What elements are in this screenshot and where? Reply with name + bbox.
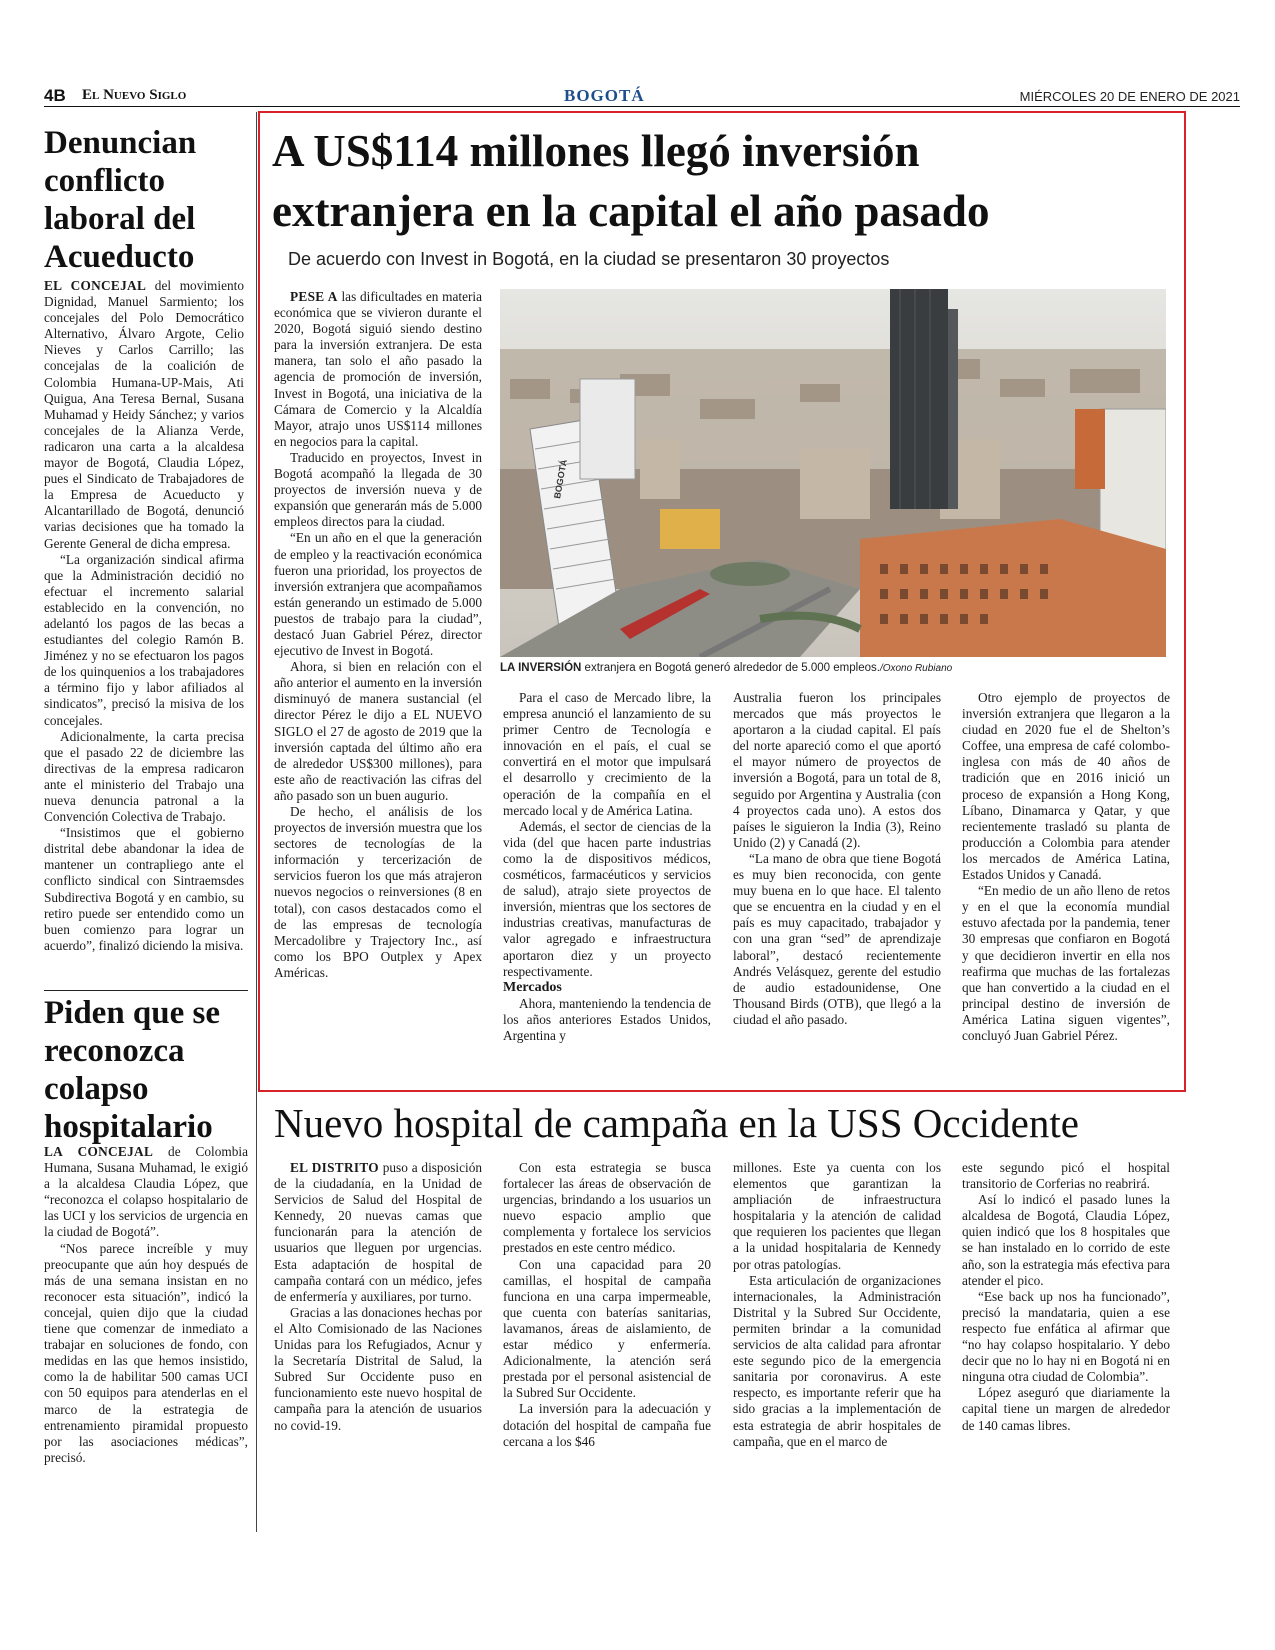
hospital-c4p4: López aseguró que diariamente la capital tiene un margen de alrededor de 140 camas libres. [962, 1385, 1170, 1433]
photo-credit: /Oxono Rubiano [879, 663, 953, 674]
hospital-c1p1: puso a disposición de la ciudadanía, en la Unidad de Servicios de Salud del Hospital de Kennedy, 20 nuevas camas que funcionarán para la atención de usuarios que lleguen por urgencias. Esta adaptación de hospital de campaña contará con un médico, jefes de enfermería y auxiliares, por turno. [274, 1160, 482, 1304]
main-c1p2: Traducido en proyectos, Invest in Bogotá acompañó la llegada de 30 proyectos de inversión nueva y de expansión que generarán más de 5.000 empleos directos para la ciudad. [274, 449, 482, 530]
left-top-p2: “La organización sindical afirma que la Administración decidió no efectuar el incremento salarial establecido en la convención, no adelantó los pagos de las becas a estudiantes del colegio Ramón B. Jiménez y no se efectuaron los pagos de los quinquenios a los trabajadores a término fijo y labor afiliados al sindicatos”, precisó la misiva de los concejales. [44, 551, 244, 728]
hospital-c4p1: este segundo picó el hospital transitorio de Corferias no reabrirá. [962, 1160, 1170, 1192]
left-top-body [44, 278, 244, 954]
building-sign: BOGOTÁ [552, 458, 569, 500]
page-number: 4B [44, 86, 66, 105]
city-photo [500, 289, 1166, 657]
header-rule [44, 106, 1240, 107]
main-c3p1: Australia fueron los principales mercados que más proyectos le aportaron a la ciudad capital. El país del norte apareció como el que aportó el mayor número de proyectos de inversión a Bogotá, para un total de 8, seguido por Argentina y Australia (con 4 proyectos cada uno). A estos dos países le siguieron la India (3), Reino Unido (2) y Canadá (2). [733, 690, 941, 850]
left-bottom-lead: LA CONCEJAL [44, 1144, 154, 1159]
main-col-1 [274, 289, 482, 981]
left-column-rule [256, 112, 257, 1532]
hospital-c2p3: La inversión para la adecuación y dotación del hospital de campaña fue cercana a los $46 [503, 1401, 711, 1449]
hospital-c2p2: Con una capacidad para 20 camillas, el hospital de campaña funciona en una carpa impermeable, que cuenta con baterías sanitarias, lavamanos, áreas de aislamiento, de estar médico y enfermería. Adicionalmente, la atención será prestada por el personal asistencial de la Subred Sur Occidente. [503, 1256, 711, 1401]
left-bottom-headline: Piden que se reconozca colapso hospitalario [44, 995, 221, 1145]
main-c2p2: Además, el sector de ciencias de la vida (del que hacen parte industrias como la de dispositivos médicos, cosméticos, farmacéuticos y servicios de salud), atrajo siete proyectos de inversión, mientras que los sectores de industrias creativas, manufacturas de valor agregado e infraestructura aportaron diez y un proyecto respectivamente. [503, 818, 711, 979]
hospital-col-4 [962, 1160, 1170, 1434]
left-bottom-p1: de Colombia Humana, Susana Muhamad, le exigió a la alcaldesa Claudia López, que “reconozca el colapso hospitalario de las UCI y los servicios de urgencia en la ciudad de Bogotá”. [44, 1144, 248, 1240]
hospital-headline: Nuevo hospital de campaña en la USS Occidente [274, 1100, 1079, 1146]
hospital-col-1 [274, 1160, 482, 1434]
hospital-col-2 [503, 1160, 711, 1450]
main-c2p1: Para el caso de Mercado libre, la empresa anunció el lanzamiento de su primer Centro de Tecnología e innovación en el país, el cual se convertirá en el motor que impulsará el desarrollo y crecimiento de la operación de la compañía en el mercado local y de América Latina. [503, 690, 711, 818]
main-lead: PESE A [290, 289, 338, 304]
hospital-c2p1: Con esta estrategia se busca fortalecer las áreas de observación de urgencias, brindando a los usuarios un nuevo espacio amplio que complementa y fortalece los servicios prestados en este centro médico. [503, 1160, 711, 1256]
main-c1p5: De hecho, el análisis de los proyectos de inversión muestra que los sectores de tecnologías de la información y tercerización de servicios fueron los que más atrajeron nuevos negocios o reinversiones (8 en total), con casos destacados como el de las empresas de tecnología Mercadolibre y Trajectory Inc., así como los BPO Outplex y Apex Américas. [274, 804, 482, 980]
main-col-2 [503, 690, 711, 1044]
main-c1p1: las dificultades en materia económica que se vivieron durante el 2020, Bogotá siguió siendo destino para la inversión extranjera. De esta manera, tan solo el año pasado la agencia de promoción de inversión, Invest in Bogotá, una iniciativa de la Cámara de Comercio y la Alcaldía Mayor, atrajo unos US$114 millones en negocios para la capital. [274, 289, 483, 449]
photo-caption-lead: LA INVERSIÓN [500, 662, 582, 674]
left-bottom-p2: “Nos parece increíble y muy preocupante que aún hoy después de más de una semana insistan en no reconocer esta situación”, indicó la concejal, quien dijo que la ciudad tiene que comenzar de inmediato a trabajar en soluciones de fondo, con medidas en las que hemos insistido, como la de habilitar 500 camas UCI con 50 equipos para atenderlas en el marco de la estrategia de entrenamiento piramidal propuesto por las asociaciones médicas”, precisó. [44, 1240, 248, 1465]
issue-date: MIÉRCOLES 20 DE ENERO DE 2021 [1019, 89, 1240, 104]
main-headline-line2: extranjera en la capital el año pasado [272, 186, 990, 236]
main-c4p1: Otro ejemplo de proyectos de inversión extranjera que llegaron a la ciudad en 2020 fue el de Shelton’s Coffee, una empresa de café colombo-inglesa con más de 40 años de tradición que en 2016 inició un proceso de expansión a Hong Kong, Líbano, Dinamarca y Qatar, y que recientemente trasladó su planta de producción a Colombia para atender los mercados de América Latina, Estados Unidos y Canadá. [962, 690, 1170, 883]
main-col-4 [962, 690, 1170, 1044]
photo-caption-text: extranjera en Bogotá generó alrededor de 5.000 empleos. [581, 662, 880, 674]
hospital-c3p1: millones. Este ya cuenta con los elementos que garantizan la ampliación de infraestructura hospitalaria y la atención de calidad que requieren los pacientes que llegan a la unidad hospitalaria de Kennedy por otras patologías. [733, 1160, 941, 1272]
main-deck: De acuerdo con Invest in Bogotá, en la ciudad se presentaron 30 proyectos [288, 249, 890, 269]
left-bottom-body [44, 1144, 248, 1466]
left-top-headline: Denuncian conflicto laboral del Acueducto [44, 125, 197, 275]
section-name: BOGOTÁ [564, 86, 645, 105]
left-divider [44, 990, 248, 991]
hospital-c1p2: Gracias a las donaciones hechas por el Alto Comisionado de las Naciones Unidas para los Refugiados, Acnur y la Secretaría Distrital de Salud, la Subred Sur Occidente puso en funcionamiento este nuevo hospital de campaña para la atención de usuarios no covid-19. [274, 1304, 482, 1433]
main-c4p2: “En medio de un año lleno de retos y en el que la economía mundial estuvo afectada por la pandemia, tener 30 empresas que confiaron en Bogotá y que decidieron invertir en ella nos reafirma que muchas de las fortalezas que han convertido a la ciudad en el principal destino de inversión de América Latina siguen vigentes”, concluyó Juan Gabriel Pérez. [962, 883, 1170, 1043]
hospital-c4p2: Así lo indicó el pasado lunes la alcaldesa de Bogotá, Claudia López, quien indicó que los 8 hospitales que se han instalado en lo corrido de este año, son la estrategia más efectiva para atender el pico. [962, 1192, 1170, 1288]
main-c1p3: “En un año en el que la generación de empleo y la reactivación económica fueron una prioridad, los proyectos de inversión extranjera que acompañamos están generando un estimado de 5.000 puestos de trabajo para la ciudad”, destacó Juan Gabriel Pérez, director ejecutivo de Invest in Bogotá. [274, 530, 482, 659]
left-top-lead: EL CONCEJAL [44, 278, 147, 293]
main-c1p4: Ahora, si bien en relación con el año anterior el aumento en la inversión disminuyó de manera sustancial (el director Pérez le dijo a EL NUEVO SIGLO el 27 de agosto de 2019 que la inversión captada del último año era de alrededor US$300 millones), para este año de reactivación las cifras del año pasado son un buen augurio. [274, 659, 482, 803]
left-top-p1: del movimiento Dignidad, Manuel Sarmiento; los concejales del Polo Democrático Alternativo, Álvaro Argote, Celio Nieves y Carlos Carrillo; las concejalas de la coalición de Colombia Humana-UP-Mais, Ati Quigua, Ana Teresa Bernal, Susana Muhamad y Heidy Sánchez; y varios concejales de la Alianza Verde, radicaron una carta a la alcaldesa mayor de Bogotá, Claudia López, pues el Sindicato de Trabajadores de la Empresa de Acueducto y Alcantarillado de Bogotá, denunció varias decisiones que ha tomado la Gerente General de dicha empresa. [44, 278, 244, 551]
left-top-p3: Adicionalmente, la carta precisa que el pasado 22 de diciembre las directivas de la empresa radicaron ante el ministerio del Trabajo una nueva denuncia patronal a la Convención Colectiva de Trabajo. [44, 728, 244, 825]
main-c2-subhead: Mercados [503, 979, 562, 995]
hospital-c3p2: Esta articulación de organizaciones internacionales, la Administración Distrital y la Subred Sur Occidente, permiten brindar a la comunidad servicios de alta calidad para afrontar este segundo pico de la emergencia sanitaria por coronavirus. A este respecto, es importante referir que ha sido gracias a la implementación de esta estrategia de abrir hospitales de campaña, que en el marco de [733, 1272, 941, 1449]
hospital-col-3 [733, 1160, 941, 1450]
city-photo-illustration [500, 289, 1166, 657]
hospital-c4p3: “Ese back up nos ha funcionado”, precisó la mandataria, quien a ese respecto fue enfática al afirmar que “no hay colapso hospitalario. Y debo decir que no lo hay ni en Bogotá ni en ninguna otra ciudad de Colombia”. [962, 1288, 1170, 1385]
main-headline-line1: A US$114 millones llegó inversión [272, 126, 920, 176]
brand-name: El Nuevo Siglo [82, 87, 187, 103]
left-top-p4: “Insistimos que el gobierno distrital debe abandonar la idea de mantener un contrapliego ante el conflicto sindical con Sintraemsdes Subdirectiva Bogotá y en cambio, su retiro puede ser entendido como un buen comienzo para lograr un acuerdo”, finalizó diciendo la misiva. [44, 825, 244, 953]
main-c2p3: Ahora, manteniendo la tendencia de los años anteriores Estados Unidos, Argentina y [503, 995, 711, 1043]
hospital-lead: EL DISTRITO [290, 1160, 379, 1175]
main-c3p2: “La mano de obra que tiene Bogotá es muy bien reconocida, con gente muy buena en lo que hace. El talento que se encuentra en la ciudad y en el país es muy capacitado, trabajador y con una gran “sed” de aprendizaje laboral”, destacó recientemente Andrés Velásquez, gerente del estudio de audio estadounidense, One Thousand Birds (OTB), que llegó a la ciudad el año pasado. [733, 850, 941, 1027]
photo-caption [500, 662, 1166, 674]
main-col-3 [733, 690, 941, 1028]
